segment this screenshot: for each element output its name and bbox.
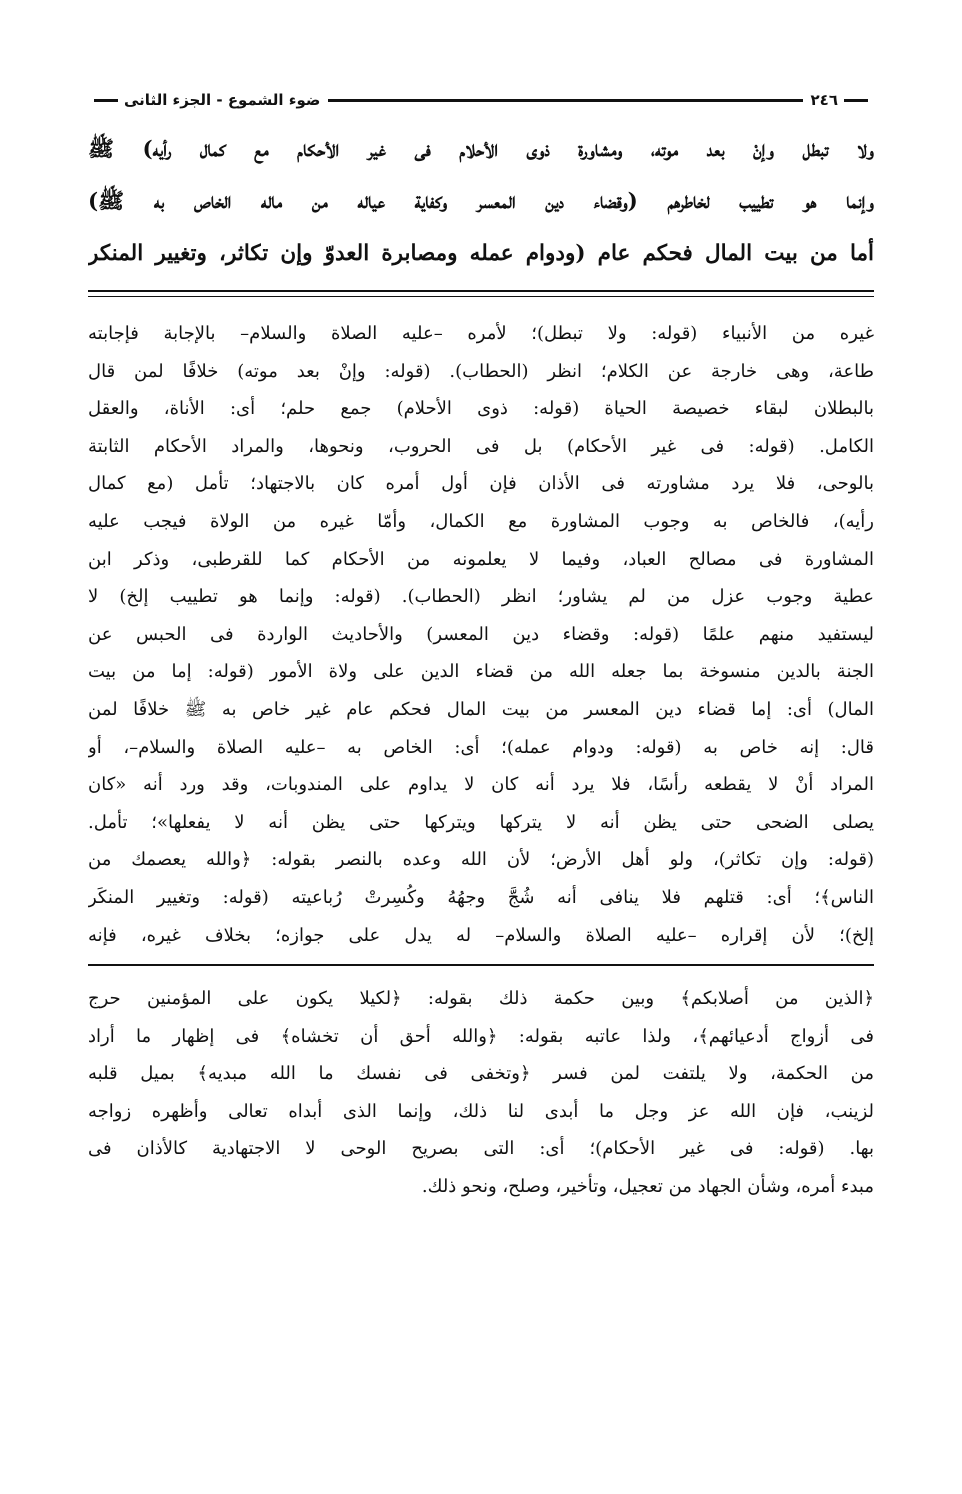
page-number: ٢٤٦ xyxy=(810,91,838,109)
sharh-line: طاعة، وهى خارجة عن الكلام؛ انظر (الحطاب). (قوله: وإنْ بعد موته) خلافًا لمن قال xyxy=(88,360,874,382)
sharh-line: المراد أنْ لا يقطعه رأسًا، فلا يرد أنه كان لا يداوم على المندوبات، وقد ورد أنه «كان xyxy=(88,774,874,796)
header-dash-start xyxy=(844,99,868,102)
footnote-line: لزينب، فإن الله عز وجل ما أبدى لنا ذلك، وإنما الذى أبداه تعالى وأظهره زواجه xyxy=(88,1100,874,1122)
footnote-line: فى أزواج أدعيائهم﴾، ولذا عاتبه بقوله: ﴿والله أحق أن تخشاه﴾ فى إظهار ما أراد xyxy=(88,1025,874,1047)
footnote-line: من الحكمة، ولا يلتفت لمن فسر ﴿وتخفى فى نفسك ما الله مبديه﴾ بميل قلبه xyxy=(88,1063,874,1085)
sharh-line: رأيه)، فالخاص به وجوب المشاورة مع الكمال، وأمّا غيره من الولاة فيجب عليه xyxy=(88,510,874,532)
footnote-separator xyxy=(88,964,874,966)
sharh-line: ليستفيد منهم علمًا (قوله: وقضاء دين المعسر) والأحاديث الواردة فى الحبس عن xyxy=(88,623,874,645)
sharh-line: الجنة بالدين منسوخة بما جعله الله من قضاء الدين على ولاة الأمور (قوله: إما من بيت xyxy=(88,661,874,683)
sharh-line: إلخ)؛ لأن إقراره –عليه الصلاة والسلام– له يدل على جوازه؛ بخلاف غيره، فإنه xyxy=(88,924,874,946)
sharh-line: يصلى الضحى حتى يظن أنه لا يتركها ويتركها حتى يظن أنه لا يفعلها»؛ تأمل. xyxy=(88,811,874,833)
sharh-line: بالوحى، فلا يرد مشاورته فى الأذان فإن أول أمره كان بالاجتهاد؛ تأمل (مع كمال xyxy=(88,473,874,495)
sharh-line: قال: إنه خاص به (قوله: ودوام عمله)؛ أى: الخاص به –عليه الصلاة والسلام–، أو xyxy=(88,736,874,758)
page-header xyxy=(88,88,874,112)
sharh-line: المال) أى: إما قضاء دين المعسر من بيت المال فحكم عام غير خاص به ﷺ خلافًا لمن xyxy=(88,698,874,720)
footnote-line: ﴿الذين من أصلابكم﴾ وبين حكمة ذلك بقوله: ﴿لكيلا يكون على المؤمنين حرج xyxy=(88,988,874,1010)
header-dash-end xyxy=(94,99,118,102)
sharh-line: الكامل. (قوله: فى غير الأحكام) بل فى الحروب، ونحوها، والمراد الأحكام الثابتة xyxy=(88,435,874,457)
matn-text xyxy=(88,124,874,280)
sharh-line: (قوله: وإن تكاثر)، ولو أهل الأرض؛ لأن الله وعده بالنصر بقوله: ﴿والله يعصمك من xyxy=(88,849,874,871)
page xyxy=(88,88,874,1206)
matn-line: وإنما هو تطييب لخاطرهم (وقضاء دين المعسر وكفاية عياله من ماله الخاص به ﷺ) xyxy=(88,189,874,214)
matn-line: ولا تبطل وإنْ بعد موته، ومشاورة ذوى الأحلام فى غير الأحكام مع كمال رأيه) ﷺ xyxy=(88,137,874,162)
sharh-line: المشاورة فى مصالح العباد، وفيما لا يعلمونه من الأحكام كما للقرطبى، وذكر ابن xyxy=(88,548,874,570)
matn-line: أما من بيت المال فحكم عام (ودوام عمله ومصابرة العدوّ وإن تكاثر، وتغيير المنكر xyxy=(88,241,874,266)
sharh-line: غيره من الأنبياء (قوله: ولا تبطل)؛ لأمره –عليه الصلاة والسلام– بالإجابة فإجابته xyxy=(88,323,874,344)
sharh-line: بالبطلان لبقاء خصيصة الحياة (قوله: ذوى الأحلام) جمع حلم؛ أى: الأناة، والعقل xyxy=(88,398,874,420)
sharh-line: الناس﴾؛ أى: قتلهم فلا ينافى أنه شُجَّ وجهُهُ وكُسِرتْ رُباعيته (قوله: وتغيير المنكَر xyxy=(88,886,874,908)
sharh-line: عطية وجوب عزل من لم يشاور؛ انظر (الحطاب). (قوله: وإنما هو تطييب إلخ) لا xyxy=(88,586,874,608)
header-rule xyxy=(328,99,802,102)
footnote-line: مبدء أمره، وشأن الجهاد من تعجيل، وتأخير، وصلح، ونحو ذلك. xyxy=(421,1176,874,1198)
footnote-text xyxy=(88,980,874,1206)
footnote-line: بها. (قوله: فى غير الأحكام)؛ أى: التى بصريح الوحى لا الاجتهادية كالأذان فى xyxy=(88,1138,874,1160)
matn-separator xyxy=(88,290,874,297)
sharh-text xyxy=(88,315,874,954)
book-title: ضوء الشموع - الجزء الثانى xyxy=(124,91,321,109)
